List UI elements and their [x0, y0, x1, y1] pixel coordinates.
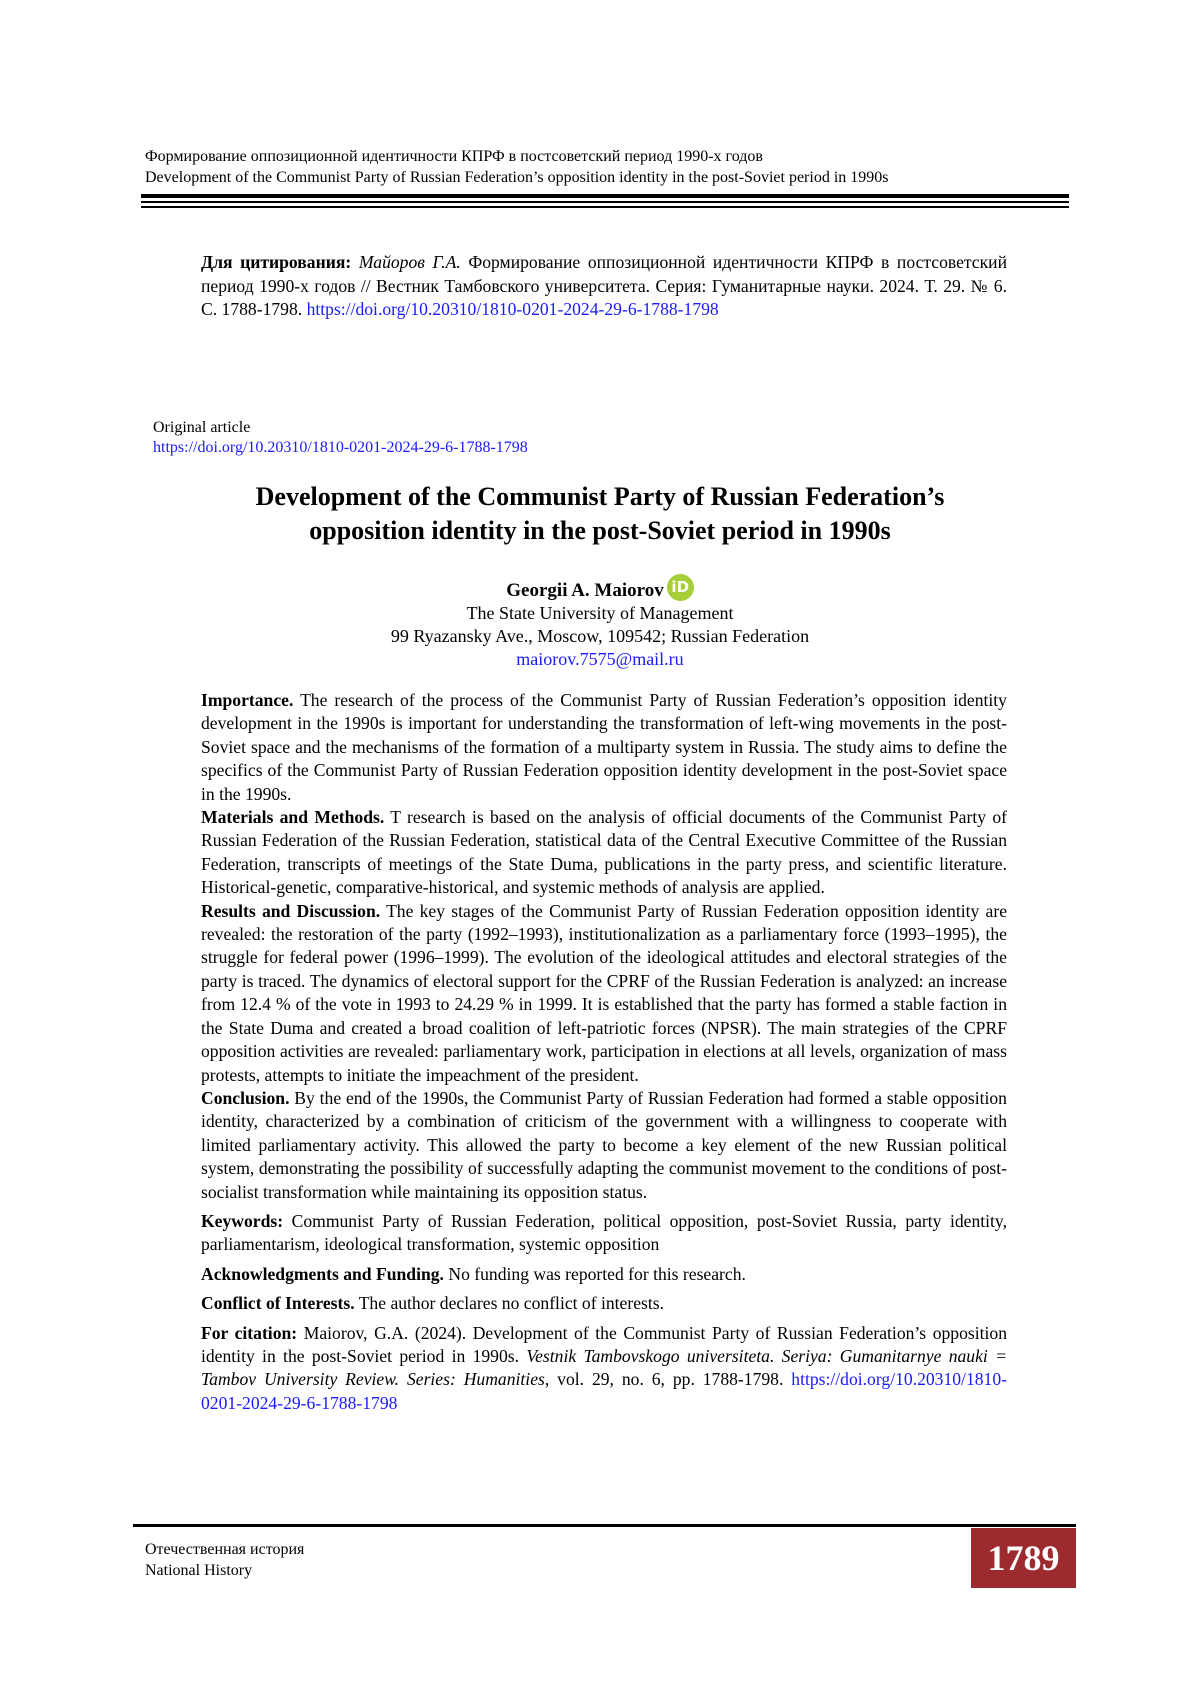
running-head-ru: Формирование оппозиционной идентичности КПРФ в постсоветский период 1990-х годов	[145, 146, 1065, 167]
article-type: Original article	[153, 418, 250, 438]
conflict-label: Conflict of Interests.	[201, 1293, 355, 1313]
results-label: Results and Discussion.	[201, 901, 380, 921]
citation-ru-text: Формирование оппозиционной идентичности КПРФ в постсоветский период 1990-х годов // Вестник Тамбовского университета. Серия: Гуманитарные науки. 2024. Т. 29. № 6. С. 1788-1798.	[201, 252, 1007, 319]
conclusion-text: By the end of the 1990s, the Communist Party of Russian Federation had formed a stable opposition identity, characterized by a combination of criticism of the government with a willingness to cooperate with limited parliamentary activity. This allowed the party to become a key element of the new Russian political system, demonstrating the possibility of successfully adapting the communist movement to the conditions of post-socialist transformation while maintaining its opposition status.	[201, 1088, 1007, 1202]
citation-en-text: Maiorov, G.A. (2024). Development of the Communist Party of Russian Federation’s opposition identity in the post-Soviet period in 1990s.	[201, 1323, 1007, 1366]
conflict-of-interests	[201, 1292, 1007, 1315]
funding	[201, 1263, 1007, 1286]
importance-text: The research of the process of the Communist Party of Russian Federation’s opposition identity development in the 1990s is important for understanding the transformation of left-wing movements in the post-Soviet space and the mechanisms of the formation of a multiparty system in Russia. The study aims to define the specifics of the Communist Party of Russian Federation opposition identity development in the post-Soviet space in the 1990s.	[201, 690, 1007, 804]
abstract	[201, 689, 1007, 1415]
citation-ru-doi-link[interactable]: https://doi.org/10.20310/1810-0201-2024-29-6-1788-1798	[307, 299, 719, 319]
header-rule-thin-1	[141, 201, 1069, 203]
author-email-link[interactable]: maiorov.7575@mail.ru	[516, 649, 683, 669]
article-title	[150, 480, 1050, 548]
keywords-label: Keywords:	[201, 1211, 283, 1231]
page-number: 1789	[971, 1528, 1076, 1588]
keywords	[201, 1210, 1007, 1257]
author-email-row	[150, 648, 1050, 671]
funding-label: Acknowledgments and Funding.	[201, 1264, 444, 1284]
importance-label: Importance.	[201, 690, 293, 710]
footer-section-en: National History	[145, 1561, 252, 1581]
conclusion-label: Conclusion.	[201, 1088, 289, 1108]
citation-en-label: For citation:	[201, 1323, 297, 1343]
footer-rule	[133, 1524, 1076, 1527]
citation-en	[201, 1322, 1007, 1416]
abstract-conclusion	[201, 1087, 1007, 1204]
header-rule-thick	[141, 194, 1069, 198]
abstract-methods	[201, 806, 1007, 900]
abstract-results	[201, 900, 1007, 1087]
funding-text: No funding was reported for this research.	[448, 1264, 746, 1284]
methods-text: T research is based on the analysis of official documents of the Communist Party of Russian Federation of the Russian Federation, statistical data of the Central Executive Committee of the Russian Federation, transcripts of meetings of the State Duma, publications in the party press, and scientific literature. Historical-genetic, comparative-historical, and systemic methods of analysis are applied.	[201, 807, 1007, 897]
citation-en-details: , vol. 29, no. 6, pp. 1788-1798.	[545, 1369, 784, 1389]
header-rule-thin-2	[141, 206, 1069, 208]
article-doi-link[interactable]: https://doi.org/10.20310/1810-0201-2024-29-6-1788-1798	[153, 438, 528, 458]
author-address: 99 Ryazansky Ave., Moscow, 109542; Russian Federation	[150, 625, 1050, 648]
citation-ru-label: Для цитирования:	[201, 252, 351, 272]
running-head	[145, 146, 1065, 188]
methods-label: Materials and Methods.	[201, 807, 384, 827]
conflict-text: The author declares no conflict of interests.	[359, 1293, 664, 1313]
orcid-icon[interactable]: iD	[667, 574, 694, 601]
running-head-en: Development of the Communist Party of Russian Federation’s opposition identity in the post-Soviet period in 1990s	[145, 167, 1065, 188]
author-affiliation: The State University of Management	[150, 602, 1050, 625]
article-title-line-2: opposition identity in the post-Soviet period in 1990s	[150, 514, 1050, 548]
author-name: Georgii A. Maiorov	[506, 580, 663, 601]
results-text: The key stages of the Communist Party of Russian Federation opposition identity are revealed: the restoration of the party (1992–1993), institutionalization as a parliamentary force (1993–1995), the struggle for federal power (1996–1999). The evolution of the ideological attitudes and electoral strategies of the party is traced. The dynamics of electoral support for the CPRF of the Russian Federation is analyzed: an increase from 12.4 % of the vote in 1993 to 24.29 % in 1999. It is established that the party has formed a stable faction in the State Duma and created a broad coalition of left-patriotic forces (NPSR). The main strategies of the CPRF opposition activities are revealed: parliamentary work, participation in elections at all levels, organization of mass protests, attempts to initiate the impeachment of the president.	[201, 901, 1007, 1085]
keywords-text: Communist Party of Russian Federation, political opposition, post-Soviet Russia, party identity, parliamentarism, ideological transformation, systemic opposition	[201, 1211, 1007, 1254]
author-block	[150, 574, 1050, 603]
citation-ru-author: Майоров Г.А.	[359, 252, 461, 272]
footer-section-ru: Отечественная история	[145, 1540, 304, 1560]
abstract-importance	[201, 689, 1007, 806]
article-title-line-1: Development of the Communist Party of Russian Federation’s	[150, 480, 1050, 514]
citation-en-journal: Vestnik Tambovskogo universiteta. Seriya: Gumanitarnye nauki = Tambov University Review. Series: Humanities	[201, 1346, 1007, 1389]
citation-ru	[201, 251, 1007, 322]
citation-en-doi-link[interactable]: https://doi.org/10.20310/1810-0201-2024-29-6-1788-1798	[201, 1369, 1007, 1412]
